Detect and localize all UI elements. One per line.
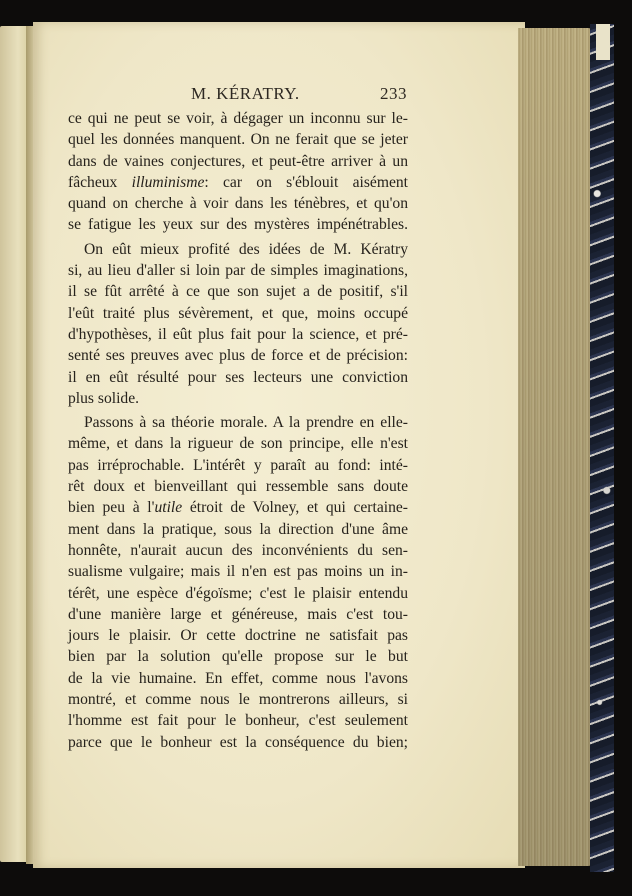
text-line: sualisme vulgaire; mais il n'en est pas moins un in- [68,563,408,581]
text-line: ment dans la pratique, sous la direction d'une âme [68,520,408,538]
text-line: senté ses preuves avec plus de force et de précision: [68,347,408,365]
page-block-edges [518,28,594,866]
text-line: parce que le bonheur est la conséquence du bien; [68,733,408,751]
text-line: même, et dans la rigueur de son principe, elle n'est [68,435,408,453]
running-title: M. KÉRATRY. [191,84,300,103]
text-line: il se fût arrêté à ce que son sujet a de positif, s'il [68,283,408,301]
text-line: il en eût résulté pour ses lecteurs une conviction [68,368,408,386]
page-number: 233 [380,84,407,103]
marbled-cover [590,24,614,872]
text-line: Passons à sa théorie morale. A la prendre en elle- [84,414,408,432]
text-line: l'homme est fait pour le bonheur, c'est seulement [68,712,408,730]
text-line: bien peu à l'utile étroit de Volney, et qui certaine- [68,499,408,517]
text-line: l'eût traité plus sévèrement, et que, moins occupé [68,304,408,322]
text-line: montré, et comme nous le montrerons ailleurs, si [68,691,408,709]
text-line: d'une manière large et généreuse, mais c'est tou- [68,605,408,623]
text-line: se fatigue les yeux sur des mystères impénétrables. [68,216,408,234]
text-line: ce qui ne peut se voir, à dégager un inconnu sur le- [68,110,408,127]
text-line: rêt doux et bienveillant qui ressemble sans doute [68,478,408,496]
text-line: d'hypothèses, il eût plus fait pour la science, et pré- [68,325,408,343]
text-line: dans de vaines conjectures, et peut-être arriver à un [68,152,408,170]
text-line: de la vie humaine. En effet, comme nous l'avons [68,669,408,687]
text-line: térêt, une espèce d'égoïsme; c'est le plaisir entendu [68,584,408,602]
text-line: pas irréprochable. L'intérêt y paraît au fond: inté- [68,456,408,474]
text-line: bien par la solution qu'elle propose sur le but [68,648,408,666]
text-line: On eût mieux profité des idées de M. Kératry [84,240,408,258]
body-text [68,108,408,753]
text-line: fâcheux illuminisme: car on s'éblouit aisément [68,173,408,191]
text-line: honnête, n'aurait aucun des inconvénients du sen- [68,541,408,559]
text-line: quand on cherche à voir dans les ténèbres, et qu'on [68,195,408,213]
text-line: plus solide. [68,389,140,407]
running-header [73,84,407,106]
cover-corner [596,24,610,60]
text-line: si, au lieu d'aller si loin par de simples imaginations, [68,262,408,280]
text-line: quel les données manquent. On ne ferait que se jeter [68,131,408,149]
text-line: jours le plaisir. Or cette doctrine ne satisfait pas [68,627,408,645]
